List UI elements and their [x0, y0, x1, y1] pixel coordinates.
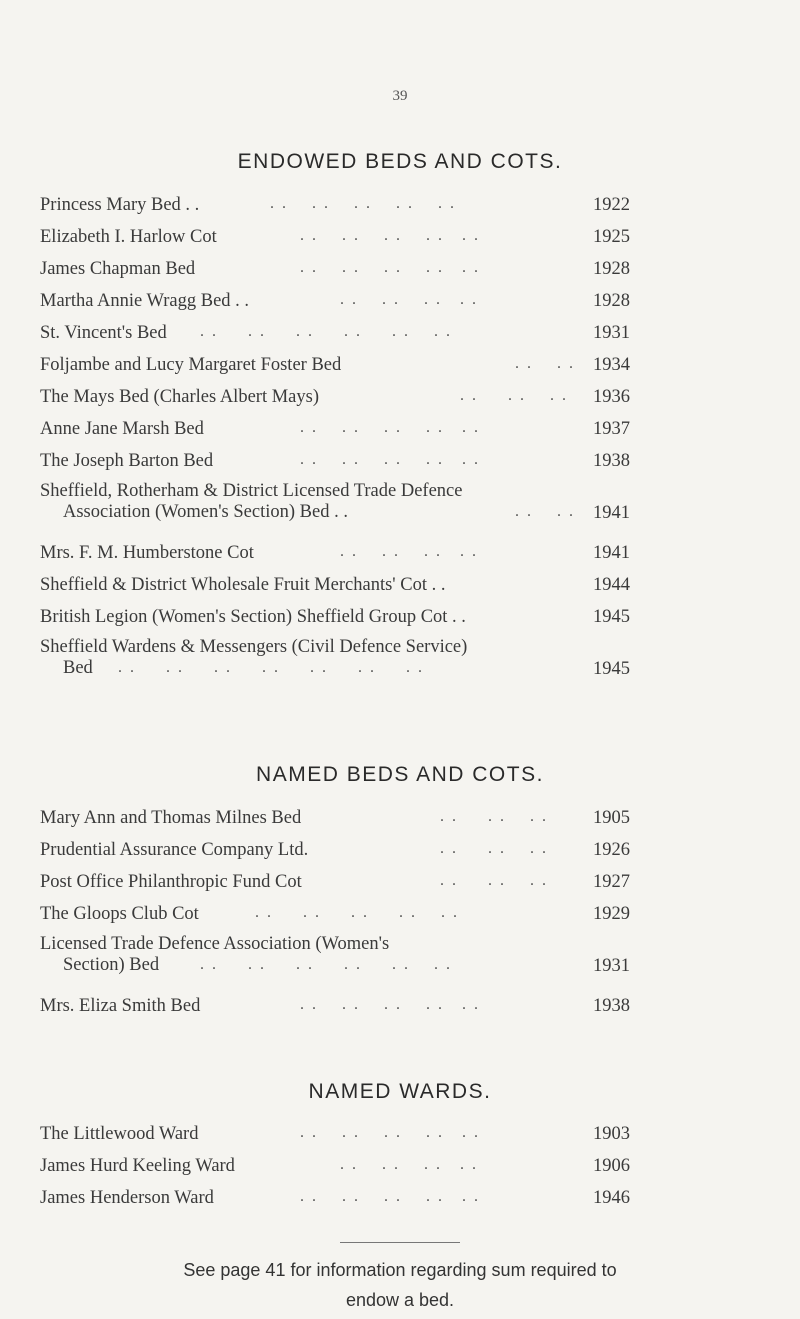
leader-dots: . . . . . . . .	[340, 543, 478, 560]
entry-name: Martha Annie Wragg Bed . .	[40, 291, 250, 311]
list-item	[0, 904, 800, 936]
entry-year: 1906	[593, 1156, 630, 1176]
entry-name-line2: Bed	[63, 658, 93, 678]
list-item	[0, 872, 800, 904]
entry-year: 1945	[593, 659, 630, 679]
divider-rule	[340, 1242, 460, 1243]
list-item	[0, 607, 800, 639]
footnote-line1: See page 41 for information regarding sum required to	[183, 1260, 617, 1280]
leader-dots: . . . . . . . . . .	[300, 996, 480, 1013]
section-heading-named-wards: NAMED WARDS.	[308, 1080, 492, 1103]
footnote	[0, 1255, 800, 1315]
list-item	[0, 934, 800, 992]
section-heading-named-beds: NAMED BEDS AND COTS.	[256, 763, 544, 786]
leader-dots: . . . . . . . . . .	[300, 1188, 480, 1205]
entry-year: 1927	[593, 872, 630, 892]
entry-year: 1926	[593, 840, 630, 860]
entry-name-line1: Licensed Trade Defence Association (Women's	[40, 934, 390, 954]
leader-dots: . . . . . . . . . .	[300, 1124, 480, 1141]
list-item	[0, 840, 800, 872]
list-item	[0, 323, 800, 355]
leader-dots: . . . . . . . . . .	[300, 451, 480, 468]
leader-dots: . . . . . .	[440, 872, 548, 889]
entry-year: 1903	[593, 1124, 630, 1144]
list-item	[0, 387, 800, 419]
entry-name: The Gloops Club Cot	[40, 904, 199, 924]
leader-dots: . . . . . . . . . .	[300, 227, 480, 244]
entry-name: British Legion (Women's Section) Sheffield Group Cot . .	[40, 607, 466, 627]
leader-dots: . . . . . . . . . .	[255, 904, 459, 921]
leader-dots: . . . . . . . . . .	[300, 419, 480, 436]
entry-year: 1941	[593, 543, 630, 563]
entry-year: 1946	[593, 1188, 630, 1208]
leader-dots: . . . .	[515, 503, 575, 520]
entry-name-line1: Sheffield, Rotherham & District Licensed Trade Defence	[40, 481, 463, 501]
list-item	[0, 481, 800, 539]
leader-dots: . . . . . . . . . . . . . .	[118, 659, 424, 676]
entry-name: Post Office Philanthropic Fund Cot	[40, 872, 302, 892]
list-item	[0, 637, 800, 695]
leader-dots: . . . . . . . . . . . .	[200, 323, 452, 340]
leader-dots: . . . . . .	[440, 808, 548, 825]
list-item	[0, 291, 800, 323]
entry-name: Mrs. Eliza Smith Bed	[40, 996, 201, 1016]
entry-name-line2: Association (Women's Section) Bed . .	[63, 502, 348, 522]
entry-year: 1938	[593, 451, 630, 471]
leader-dots: . . . . . .	[440, 840, 548, 857]
entry-name: Anne Jane Marsh Bed	[40, 419, 204, 439]
entry-year: 1931	[593, 956, 630, 976]
leader-dots: . . . . . . . . . . . .	[200, 956, 452, 973]
entry-name: The Joseph Barton Bed	[40, 451, 214, 471]
list-item	[0, 1156, 800, 1188]
leader-dots: . . . .	[515, 355, 575, 372]
list-item	[0, 996, 800, 1028]
entry-name-line2: Section) Bed	[63, 955, 160, 975]
entry-name: Prudential Assurance Company Ltd.	[40, 840, 309, 860]
list-item	[0, 1188, 800, 1220]
entry-year: 1944	[593, 575, 630, 595]
entry-name: Mary Ann and Thomas Milnes Bed	[40, 808, 302, 828]
entry-name: Elizabeth I. Harlow Cot	[40, 227, 217, 247]
list-item	[0, 451, 800, 483]
leader-dots: . . . . . . . .	[340, 1156, 478, 1173]
entry-year: 1928	[593, 291, 630, 311]
entry-name: The Littlewood Ward	[40, 1124, 199, 1144]
list-item	[0, 195, 800, 227]
entry-year: 1934	[593, 355, 630, 375]
entry-name	[40, 481, 462, 523]
entry-name: The Mays Bed (Charles Albert Mays)	[40, 387, 319, 407]
entry-year: 1928	[593, 259, 630, 279]
entry-year: 1905	[593, 808, 630, 828]
entry-year: 1936	[593, 387, 630, 407]
entry-name-line1: Sheffield Wardens & Messengers (Civil Defence Service)	[40, 637, 468, 657]
entry-year: 1937	[593, 419, 630, 439]
entry-name: St. Vincent's Bed	[40, 323, 167, 343]
leader-dots: . . . . . .	[460, 387, 568, 404]
entry-year: 1938	[593, 996, 630, 1016]
list-item	[0, 259, 800, 291]
leader-dots: . . . . . . . . . .	[300, 259, 480, 276]
entry-year: 1925	[593, 227, 630, 247]
list-item	[0, 227, 800, 259]
list-item	[0, 355, 800, 387]
section-heading-endowed: ENDOWED BEDS AND COTS.	[237, 150, 563, 173]
leader-dots: . . . . . . . . . .	[270, 195, 456, 212]
list-item	[0, 1124, 800, 1156]
list-item	[0, 575, 800, 607]
list-item	[0, 419, 800, 451]
page-number: 39	[392, 88, 408, 104]
list-item	[0, 543, 800, 575]
list-item	[0, 808, 800, 840]
entry-name: James Chapman Bed	[40, 259, 196, 279]
entry-name: Princess Mary Bed . .	[40, 195, 200, 215]
leader-dots: . . . . . . . .	[340, 291, 478, 308]
entry-year: 1945	[593, 607, 630, 627]
entry-year: 1941	[593, 503, 630, 523]
entry-name: Foljambe and Lucy Margaret Foster Bed	[40, 355, 342, 375]
entry-year: 1929	[593, 904, 630, 924]
footnote-line2: endow a bed.	[345, 1290, 455, 1310]
entry-name: Mrs. F. M. Humberstone Cot	[40, 543, 254, 563]
entry-name: Sheffield & District Wholesale Fruit Merchants' Cot . .	[40, 575, 446, 595]
entry-name: James Henderson Ward	[40, 1188, 214, 1208]
entry-name: James Hurd Keeling Ward	[40, 1156, 235, 1176]
entry-year: 1931	[593, 323, 630, 343]
entry-year: 1922	[593, 195, 630, 215]
